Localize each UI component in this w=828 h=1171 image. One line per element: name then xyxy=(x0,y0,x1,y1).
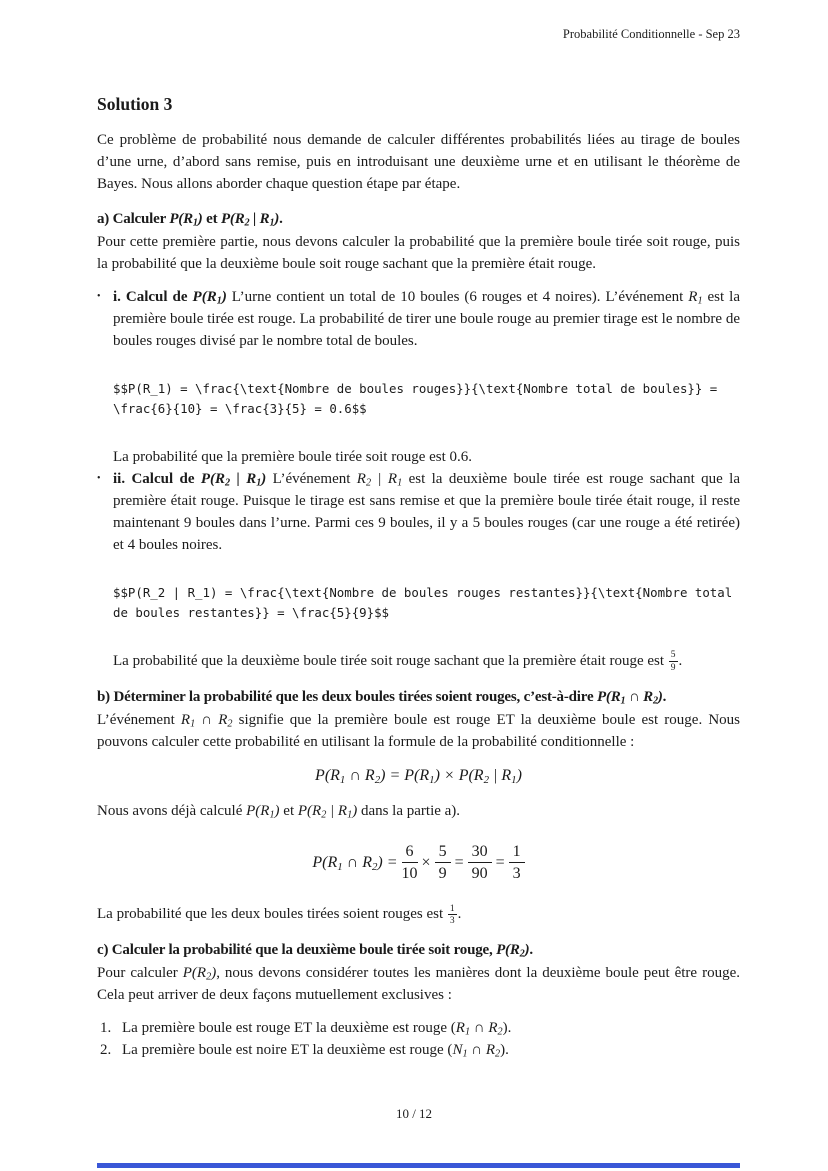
bullet-item-i xyxy=(97,286,740,468)
numbered-list xyxy=(97,1017,740,1061)
code-line: de boules restantes}} = \frac{5}{9}$$ xyxy=(113,605,390,620)
item-text: La première boule est rouge ET la deuxième est rouge ($R_1$ ∩ $R_2$). xyxy=(122,1020,512,1038)
page-content xyxy=(0,42,828,1061)
header-title: Probabilité Conditionnelle - Sep 23 xyxy=(562,27,740,41)
item-i-conclusion: La probabilité que la première boule tirée soit rouge est 0.6. xyxy=(113,449,473,465)
product-calculation-formula: $P(R_1$ ∩ $R_2$) = $\frac{6}{10}$ × $\frac{5}{9}$ = $\frac{30}{90}$ = $\frac{1}{3}$ xyxy=(97,842,740,883)
page-title: Solution 3 xyxy=(97,94,173,114)
section-a-paragraph: Pour cette première partie, nous devons calculer la probabilité que la première boule tirée soit rouge, puis la probabilité que la deuxième boule soit rouge sachant que la première était rouge. xyxy=(97,234,740,272)
footer-accent-bar xyxy=(97,1163,740,1168)
bullet-icon: • xyxy=(97,473,101,484)
conditional-probability-formula: $P(R_1$ ∩ $R_2) = P(R_1) \times P(R_2$ | $R_1$) xyxy=(315,766,522,786)
item-ii-conclusion: La probabilité que la deuxième boule tirée soit rouge sachant que la première était rouge est $\frac{5}{9}$ . xyxy=(113,650,683,673)
fraction: $\frac{6}{10}$ xyxy=(401,842,418,882)
section-a-heading: a) Calculer $P(R_1)$ et $P(R_2$ | $R_1$). xyxy=(97,211,283,229)
latex-code-block-2 xyxy=(113,583,740,623)
numbered-item-2 xyxy=(97,1039,740,1061)
item-number: 1. xyxy=(100,1020,112,1036)
bullet-list xyxy=(97,286,740,673)
fraction: $\frac{5}{9}$ xyxy=(670,650,676,673)
intro-paragraph: Ce problème de probabilité nous demande de calculer différentes probabilités liées au tirage de boules d’une urne, d’abord sans remise, puis en introduisant une deuxième urne et en utilisant le théorème de Bayes. Nous allons aborder chaque question étape par étape. xyxy=(97,132,740,192)
bullet-item-i-body xyxy=(113,286,740,468)
numbered-item-1 xyxy=(97,1017,740,1039)
code-line: $$P(R_2 | R_1) = \frac{\text{Nombre de boules rouges restantes}}{\text{Nombre total xyxy=(113,585,733,600)
section-c-heading: c) Calculer la probabilité que la deuxième boule tirée soit rouge, $P(R_2)$. xyxy=(97,942,533,960)
recall-paragraph: Nous avons déjà calculé $P(R_1)$ et $P(R_2$ | $R_1$) dans la partie a). xyxy=(97,802,461,821)
section-b-conclusion: La probabilité que les deux boules tirées soient rouges est $\frac{1}{3}$ . xyxy=(97,903,462,926)
bullet-icon: • xyxy=(97,291,101,302)
item-text: La première boule est noire ET la deuxième est rouge ($N_1$ ∩ $R_2$). xyxy=(122,1042,509,1060)
code-line: \frac{6}{10} = \frac{3}{5} = 0.6$$ xyxy=(113,401,367,416)
item-number: 2. xyxy=(100,1042,112,1058)
bullet-item-ii xyxy=(97,468,740,673)
item-ii-text: ii. Calcul de $P(R_2$ | $R_1$) L’événement $R_2$ | $R_1$ est la deuxième boule tirée est rouge sachant que la première était rouge. Puisque le tirage est sans remise et que la première boule tirée était rouge, il reste maintenant 9 boules dans l’urne. Parmi ces 9 boules, il y a 5 boules rouges (car une rouge a été retirée) et 4 boules noires. xyxy=(113,471,740,553)
code-line: $$P(R_1) = \frac{\text{Nombre de boules rouges}}{\text{Nombre total de boules}} = xyxy=(113,381,718,396)
page-footer xyxy=(0,1103,828,1125)
page-number: 10 / 12 xyxy=(395,1106,433,1121)
fraction: $\frac{5}{9}$ xyxy=(435,842,451,883)
page-header xyxy=(0,0,828,42)
fraction: $\frac{1}{3}$ xyxy=(509,842,525,883)
latex-code-block-1 xyxy=(113,379,740,419)
item-i-text: i. Calcul de $P(R_1)$ L’urne contient un total de 10 boules (6 rouges et 4 noires). L’événement $R_1$ est la première boule tirée est rouge. La probabilité de tirer une boule rouge au premier tirage est le nombre de boules rouges divisé par le nombre total de boules. xyxy=(113,289,740,349)
section-b-paragraph: L’événement $R_1$ ∩ $R_2$ signifie que la première boule est rouge ET la deuxième boule est rouge. Nous pouvons calculer cette probabilité en utilisant la formule de la probabilité conditionnelle : xyxy=(97,711,741,750)
section-b-heading: b) Déterminer la probabilité que les deux boules tirées soient rouges, c’est-à-dire $P(R_1$ ∩ $R_2$). xyxy=(97,688,667,707)
fraction: $\frac{1}{3}$ xyxy=(449,903,455,926)
section-c-paragraph: Pour calculer $P(R_2)$, nous devons considérer toutes les manières dont la deuxième boule peut être rouge. Cela peut arriver de deux façons mutuellement exclusives : xyxy=(97,965,740,1003)
bullet-item-ii-body xyxy=(113,468,740,673)
fraction: $\frac{30}{90}$ xyxy=(468,842,492,883)
